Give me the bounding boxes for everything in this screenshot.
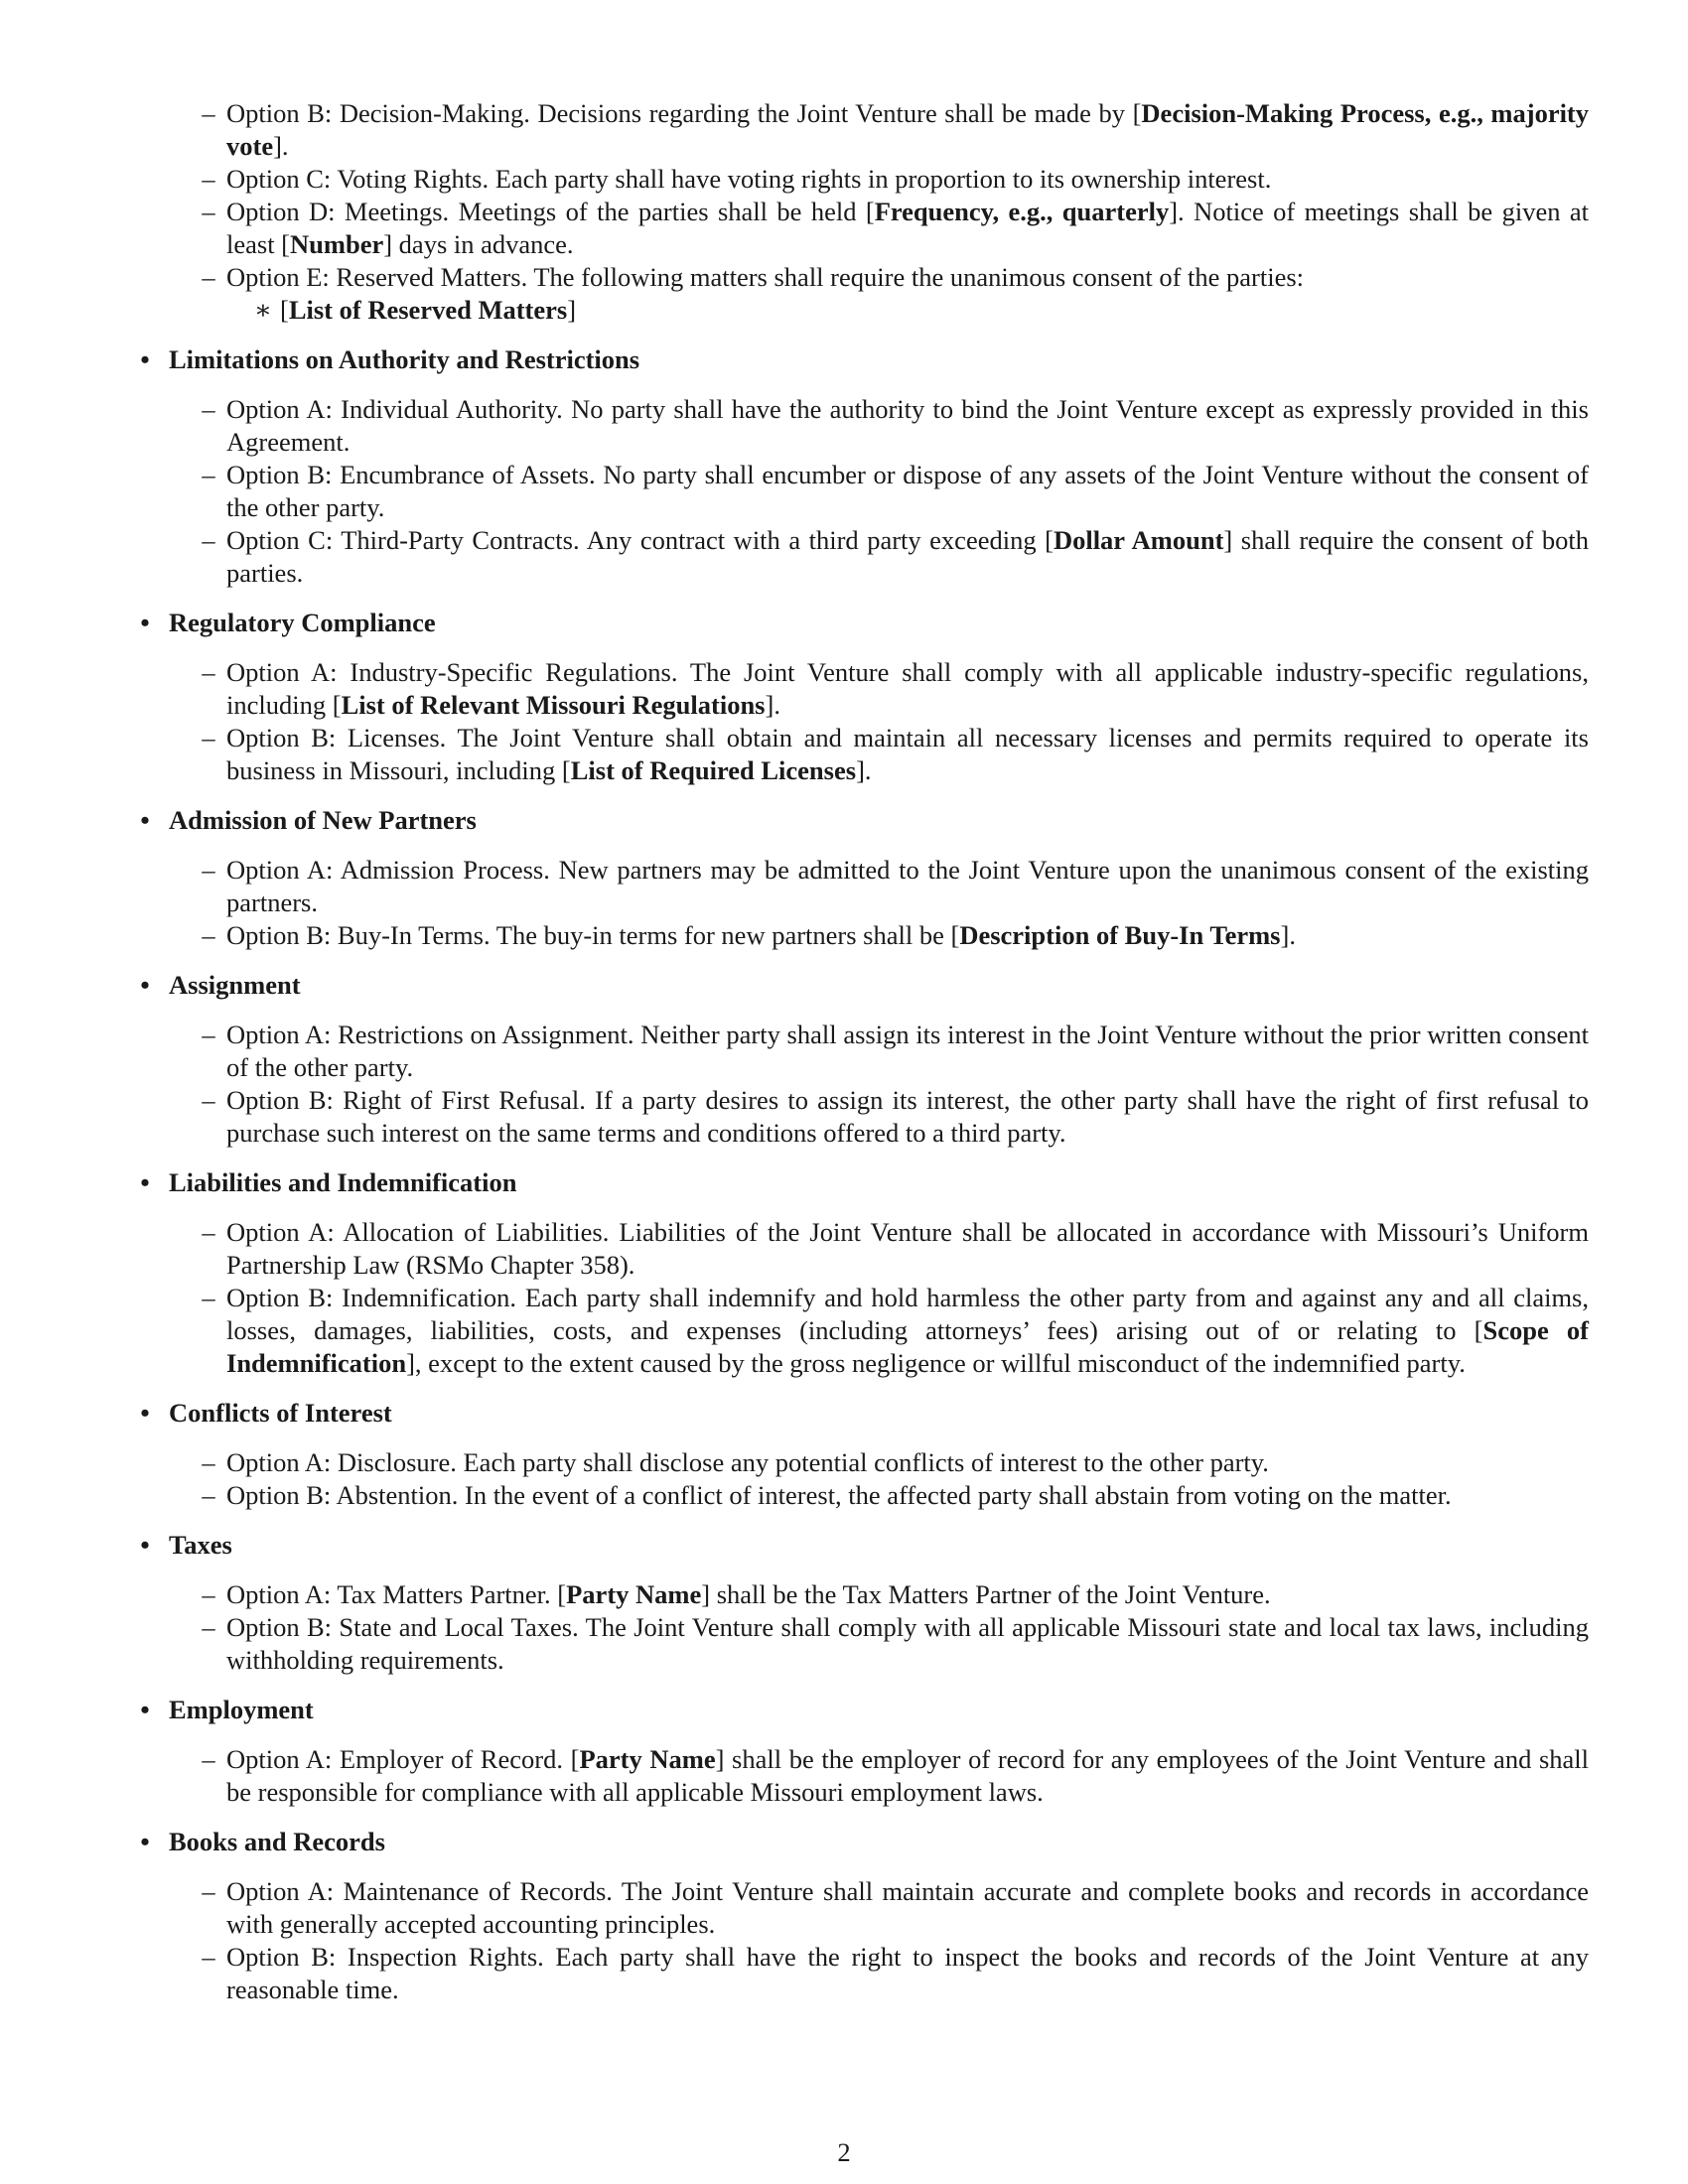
option-title: Option A: Tax Matters Partner. bbox=[226, 1579, 551, 1609]
dash-bullet: – bbox=[202, 1480, 215, 1510]
dash-bullet: – bbox=[202, 1744, 215, 1774]
option-item bbox=[129, 1941, 1589, 2006]
option-text: Meetings of the parties shall be held [ bbox=[458, 197, 875, 226]
reserved-matters-item: ∗ [List of Reserved Matters] bbox=[129, 294, 1589, 327]
option-text: ] shall require the consent of both parties. bbox=[226, 525, 1590, 588]
option-item bbox=[129, 459, 1589, 524]
option-placeholder: Dollar Amount bbox=[1053, 525, 1224, 555]
dash-bullet: – bbox=[202, 723, 215, 752]
option-text: The buy-in terms for new partners shall be [ bbox=[495, 920, 960, 950]
dash-bullet: – bbox=[202, 1942, 215, 1972]
option-item bbox=[129, 261, 1589, 294]
bullet: • bbox=[140, 1398, 150, 1428]
option-title: Option B: Decision-Making. bbox=[226, 98, 530, 128]
option-item bbox=[129, 393, 1589, 459]
option-placeholder: Decision-Making Process, e.g., majority vote bbox=[226, 98, 1590, 161]
option-text: Each party shall have voting rights in proportion to its ownership interest. bbox=[494, 164, 1272, 194]
option-text: ]. Notice of meetings shall be given at least [ bbox=[226, 197, 1589, 259]
option-placeholder: Scope of Indemnification bbox=[226, 1315, 1589, 1378]
section-title: Assignment bbox=[169, 970, 301, 1000]
option-text: [ bbox=[557, 1579, 567, 1609]
dash-bullet: – bbox=[202, 920, 215, 950]
option-text: ] shall be the employer of record for any employees of the Joint Venture and shall be responsible for compliance with all applicable Missouri employment laws. bbox=[226, 1744, 1590, 1807]
option-text: ]. bbox=[765, 690, 780, 720]
option-item bbox=[129, 1479, 1589, 1512]
dash-bullet: – bbox=[202, 394, 215, 424]
section-heading bbox=[129, 1694, 1589, 1726]
section-heading bbox=[129, 1166, 1589, 1199]
option-item bbox=[129, 1282, 1589, 1380]
section-title: Liabilities and Indemnification bbox=[169, 1167, 517, 1197]
option-text: The Joint Venture shall comply with all applicable industry-specific regulations, including [ bbox=[226, 657, 1589, 720]
option-item bbox=[129, 1611, 1589, 1677]
option-title: Option B: Encumbrance of Assets. bbox=[226, 460, 596, 489]
option-item bbox=[129, 1578, 1589, 1611]
section-heading bbox=[129, 969, 1589, 1002]
option-text: ], except to the extent caused by the gross negligence or willful misconduct of the indemnified party. bbox=[406, 1348, 1466, 1378]
option-title: Option A: Employer of Record. bbox=[226, 1744, 563, 1774]
dash-bullet: – bbox=[202, 1020, 215, 1049]
section-title: Books and Records bbox=[169, 1827, 385, 1856]
dash-bullet: – bbox=[202, 1579, 215, 1609]
section-options bbox=[129, 1019, 1589, 1150]
option-item bbox=[129, 1084, 1589, 1150]
option-item bbox=[129, 163, 1589, 196]
dash-bullet: – bbox=[202, 1612, 215, 1642]
section-options bbox=[129, 1446, 1589, 1512]
dash-bullet: – bbox=[202, 460, 215, 489]
dash-bullet: – bbox=[202, 98, 215, 128]
section-title: Taxes bbox=[169, 1530, 232, 1560]
option-item bbox=[129, 854, 1589, 919]
option-title: Option B: Licenses. bbox=[226, 723, 447, 752]
option-text: Any contract with a third party exceeding [ bbox=[586, 525, 1054, 555]
section-title: Admission of New Partners bbox=[169, 805, 477, 835]
bullet: • bbox=[140, 1827, 150, 1856]
option-text: The following matters shall require the unanimous consent of the parties: bbox=[533, 262, 1305, 292]
option-title: Option A: Industry-Specific Regulations. bbox=[226, 657, 678, 687]
option-placeholder: List of Required Licenses bbox=[570, 755, 857, 785]
option-text: If a party desires to assign its interest, the other party shall have the right of first refusal to purchase such interest on the same terms and conditions offered to a third party. bbox=[226, 1085, 1590, 1148]
dash-bullet: – bbox=[202, 855, 215, 885]
option-item bbox=[129, 524, 1589, 590]
section-options bbox=[129, 656, 1589, 787]
option-placeholder: List of Relevant Missouri Regulations bbox=[341, 690, 766, 720]
dash-bullet: – bbox=[202, 262, 215, 292]
option-title: Option B: Buy-In Terms. bbox=[226, 920, 491, 950]
option-text: Liabilities of the Joint Venture shall be allocated in accordance with Missouri’s Uniform Partnership Law (RSMo Chapter 358). bbox=[226, 1217, 1589, 1280]
section-heading bbox=[129, 804, 1589, 837]
option-title: Option B: Inspection Rights. bbox=[226, 1942, 544, 1972]
option-text: ] shall be the Tax Matters Partner of the Joint Venture. bbox=[701, 1579, 1271, 1609]
section-title: Regulatory Compliance bbox=[169, 608, 436, 637]
section-title: Limitations on Authority and Restrictions bbox=[169, 344, 640, 374]
asterisk-bullet: ∗ bbox=[253, 295, 272, 325]
option-text: Each party shall disclose any potential conflicts of interest to the other party. bbox=[463, 1447, 1269, 1477]
option-item bbox=[129, 1875, 1589, 1941]
option-item bbox=[129, 1743, 1589, 1809]
option-item bbox=[129, 722, 1589, 787]
option-title: Option B: State and Local Taxes. bbox=[226, 1612, 579, 1642]
page-number: 2 bbox=[837, 2137, 851, 2167]
option-item bbox=[129, 97, 1589, 163]
dash-bullet: – bbox=[202, 1085, 215, 1115]
section-options bbox=[129, 854, 1589, 952]
option-placeholder: Description of Buy-In Terms bbox=[959, 920, 1281, 950]
section-options bbox=[129, 1216, 1589, 1380]
option-item bbox=[129, 919, 1589, 952]
section-heading bbox=[129, 1826, 1589, 1858]
option-placeholder: Party Name bbox=[579, 1744, 716, 1774]
section-heading bbox=[129, 1397, 1589, 1430]
option-text: ]. bbox=[273, 131, 289, 161]
option-text: New partners may be admitted to the Joint Venture upon the unanimous consent of the existing partners. bbox=[226, 855, 1589, 917]
section-heading bbox=[129, 607, 1589, 639]
dash-bullet: – bbox=[202, 1283, 215, 1312]
option-text: Neither party shall assign its interest in the Joint Venture without the prior written consent of the other party. bbox=[226, 1020, 1589, 1082]
option-text: ] days in advance. bbox=[383, 229, 574, 259]
option-text: No party shall encumber or dispose of any assets of the Joint Venture without the consent of the other party. bbox=[226, 460, 1590, 522]
option-text: [ bbox=[570, 1744, 580, 1774]
bullet: • bbox=[140, 608, 150, 637]
bullet: • bbox=[140, 970, 150, 1000]
option-item bbox=[129, 1019, 1589, 1084]
section-heading bbox=[129, 343, 1589, 376]
section-options bbox=[129, 1875, 1589, 2006]
option-item bbox=[129, 1216, 1589, 1282]
option-placeholder: Party Name bbox=[566, 1579, 702, 1609]
option-title: Option A: Individual Authority. bbox=[226, 394, 563, 424]
bullet: • bbox=[140, 1695, 150, 1724]
dash-bullet: – bbox=[202, 525, 215, 555]
dash-bullet: – bbox=[202, 1217, 215, 1247]
option-title: Option C: Voting Rights. bbox=[226, 164, 490, 194]
section-options bbox=[129, 393, 1589, 590]
option-text: In the event of a conflict of interest, the affected party shall abstain from voting on the matter. bbox=[465, 1480, 1452, 1510]
document-body bbox=[129, 97, 1589, 2006]
bullet: • bbox=[140, 805, 150, 835]
section-options bbox=[129, 1743, 1589, 1809]
option-title: Option B: Abstention. bbox=[226, 1480, 459, 1510]
option-item bbox=[129, 196, 1589, 261]
dash-bullet: – bbox=[202, 197, 215, 226]
option-text: The Joint Venture shall obtain and maintain all necessary licenses and permits required to operate its business in Missouri, including [ bbox=[226, 723, 1589, 785]
dash-bullet: – bbox=[202, 657, 215, 687]
option-title: Option A: Maintenance of Records. bbox=[226, 1876, 613, 1906]
option-title: Option C: Third-Party Contracts. bbox=[226, 525, 580, 555]
option-title: Option A: Disclosure. bbox=[226, 1447, 457, 1477]
section-heading bbox=[129, 1529, 1589, 1562]
bullet: • bbox=[140, 1530, 150, 1560]
bullet: • bbox=[140, 1167, 150, 1197]
section-title: Conflicts of Interest bbox=[169, 1398, 392, 1428]
section-options bbox=[129, 1578, 1589, 1677]
option-text: Each party shall indemnify and hold harmless the other party from and against any and all claims, losses, damages, liabilities, costs, and expenses (including attorneys’ fees) arising out of or relating to [ bbox=[226, 1283, 1589, 1345]
intro-options bbox=[129, 97, 1589, 294]
option-title: Option A: Restrictions on Assignment. bbox=[226, 1020, 634, 1049]
sections-list bbox=[129, 343, 1589, 2006]
option-text: Decisions regarding the Joint Venture shall be made by [ bbox=[537, 98, 1142, 128]
dash-bullet: – bbox=[202, 164, 215, 194]
option-item bbox=[129, 656, 1589, 722]
option-text: The Joint Venture shall maintain accurate and complete books and records in accordance with generally accepted accounting principles. bbox=[226, 1876, 1589, 1939]
dash-bullet: – bbox=[202, 1876, 215, 1906]
bullet: • bbox=[140, 344, 150, 374]
option-text: ]. bbox=[1280, 920, 1296, 950]
section-title: Employment bbox=[169, 1695, 314, 1724]
option-text: The Joint Venture shall comply with all applicable Missouri state and local tax laws, including withholding requirements. bbox=[226, 1612, 1589, 1675]
option-title: Option B: Indemnification. bbox=[226, 1283, 517, 1312]
option-text: Each party shall have the right to inspect the books and records of the Joint Venture at any reasonable time. bbox=[226, 1942, 1590, 2004]
option-title: Option A: Allocation of Liabilities. bbox=[226, 1217, 610, 1247]
option-title: Option E: Reserved Matters. bbox=[226, 262, 528, 292]
option-item bbox=[129, 1446, 1589, 1479]
option-placeholder: Number bbox=[290, 229, 384, 259]
option-title: Option B: Right of First Refusal. bbox=[226, 1085, 586, 1115]
option-text: ]. bbox=[856, 755, 872, 785]
option-text: No party shall have the authority to bind the Joint Venture except as expressly provided in this Agreement. bbox=[226, 394, 1589, 457]
option-placeholder: Frequency, e.g., quarterly bbox=[874, 197, 1170, 226]
option-title: Option A: Admission Process. bbox=[226, 855, 550, 885]
dash-bullet: – bbox=[202, 1447, 215, 1477]
option-title: Option D: Meetings. bbox=[226, 197, 450, 226]
